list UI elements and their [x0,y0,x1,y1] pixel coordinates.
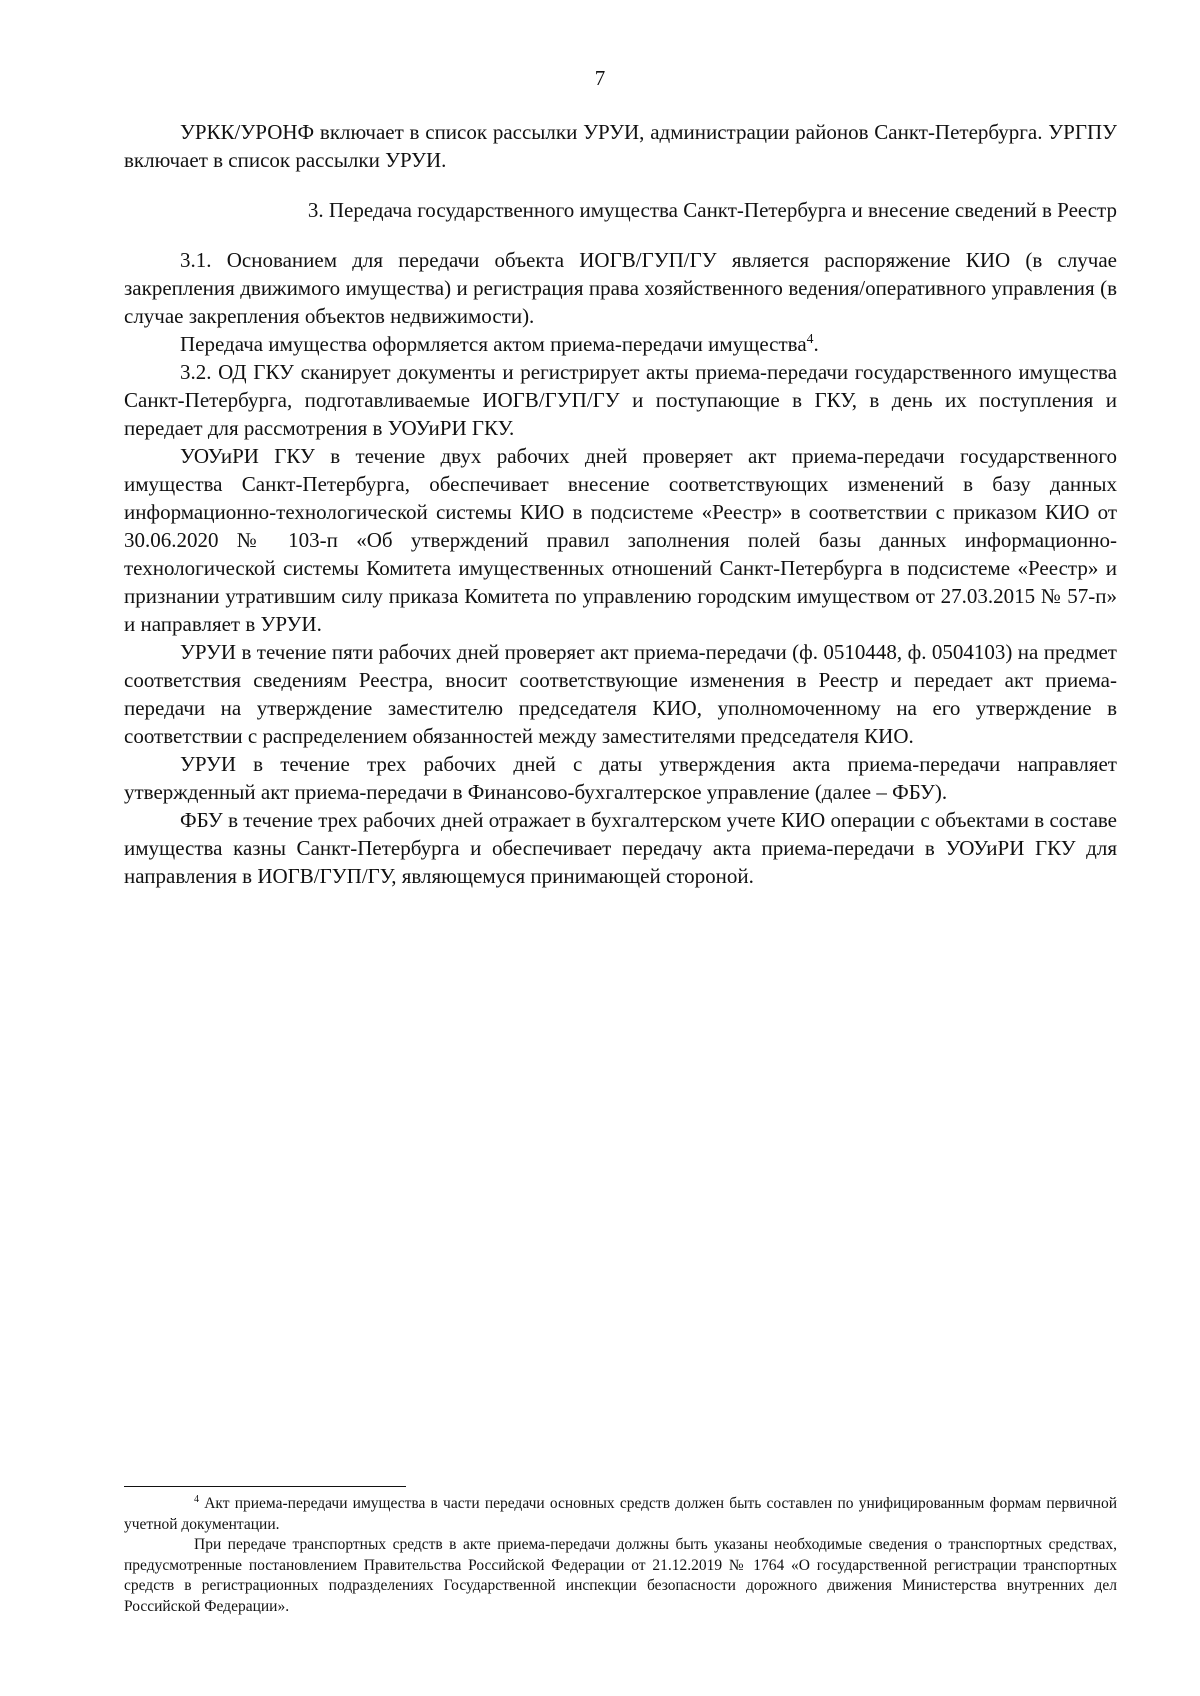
document-body [124,118,1117,890]
footnote-4 [124,1494,1117,1535]
transfer-act-period: . [813,332,819,356]
footnotes [124,1494,1117,1617]
paragraph-transfer-act [124,330,1117,358]
section-heading: 3. Передача государственного имущества Санкт-Петербурга и внесение сведений в Реестр [307,198,1117,222]
footnote-reference: 4 [806,331,814,346]
footnote-4-continuation: При передаче транспортных средств в акте приема-передачи должны быть указаны необходимые сведения о транспортных средствах, предусмотренные постановлением Правительства Российской Федерации от 21.12.2019 № 1764 «О государственной регистрации транспортных средств в регистрационных подразделениях Государственной инспекции безопасности дорожного движения Министерства внутренних дел Российской Федерации». [124,1536,1117,1615]
transfer-act-text: Передача имущества оформляется актом приема-передачи имущества [180,332,807,356]
paragraph-mailing-list: УРКК/УРОНФ включает в список рассылки УРУИ, администрации районов Санкт-Петербурга. УРГПУ включает в список рассылки УРУИ. [124,120,1117,172]
paragraph-3-1: 3.1. Основанием для передачи объекта ИОГВ/ГУП/ГУ является распоряжение КИО (в случае закрепления движимого имущества) и регистрация права хозяйственного ведения/оперативного управления (в случае закрепления объектов недвижимости). [124,248,1117,328]
footnote-4-text: Акт приема-передачи имущества в части передачи основных средств должен быть составлен по унифицированным формам первичной учетной документации. [124,1495,1117,1533]
footnote-number: 4 [194,1493,200,1505]
paragraph-urui-five-days: УРУИ в течение пяти рабочих дней проверяет акт приема-передачи (ф. 0510448, ф. 0504103) на предмет соответствия сведениям Реестра, вносит соответствующие изменения в Реестр и передает акт приема-передачи на утверждение заместителю председателя КИО, уполномоченному на его утверждение в соответствии с распределением обязанностей между заместителями председателя КИО. [124,640,1117,748]
paragraph-fbu: ФБУ в течение трех рабочих дней отражает в бухгалтерском учете КИО операции с объектами в составе имущества казны Санкт-Петербурга и обеспечивает передачу акта приема-передачи в УОУиРИ ГКУ для направления в ИОГВ/ГУП/ГУ, являющемуся принимающей стороной. [124,808,1117,888]
paragraph-3-2: 3.2. ОД ГКУ сканирует документы и регистрирует акты приема-передачи государственного имущества Санкт-Петербурга, подготавливаемые ИОГВ/ГУП/ГУ и поступающие в ГКУ, в день их поступления и передает для рассмотрения в УОУиРИ ГКУ. [124,360,1117,440]
footnote-divider [124,1486,406,1487]
paragraph-urui-three-days: УРУИ в течение трех рабочих дней с даты утверждения акта приема-передачи направляет утвержденный акт приема-передачи в Финансово-бухгалтерское управление (далее – ФБУ). [124,752,1117,804]
page-number: 7 [594,66,606,90]
paragraph-uouiri: УОУиРИ ГКУ в течение двух рабочих дней проверяет акт приема-передачи государственного имущества Санкт-Петербурга, обеспечивает внесение соответствующих изменений в базу данных информационно-технологической системы КИО в подсистеме «Реестр» в соответствии с приказом КИО от 30.06.2020 № 103-п «Об утверждений правил заполнения полей базы данных информационно-технологической системы Комитета имущественных отношений Санкт-Петербурга в подсистеме «Реестр» и признании утратившим силу приказа Комитета по управлению городским имуществом от 27.03.2015 № 57-п» и направляет в УРУИ. [124,444,1117,636]
